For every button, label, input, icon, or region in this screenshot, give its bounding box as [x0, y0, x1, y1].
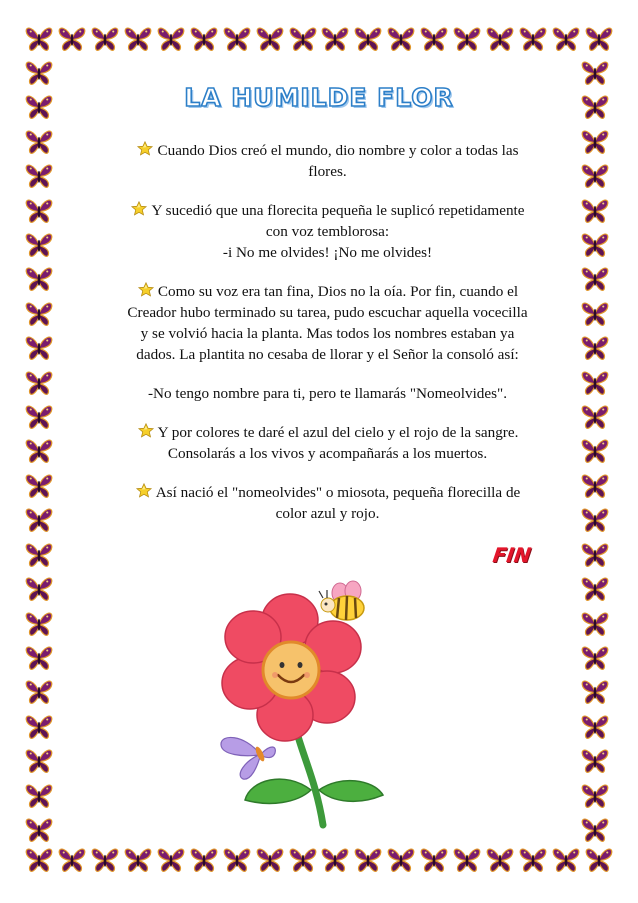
- butterfly-icon: [580, 196, 610, 226]
- butterfly-icon: [452, 845, 482, 875]
- butterfly-border-left: [24, 58, 58, 845]
- butterfly-icon: [419, 845, 449, 875]
- butterfly-icon: [123, 845, 153, 875]
- butterfly-icon: [580, 402, 610, 432]
- line-text: Así nació el "nomeolvides" o miosota, pequeña florecilla de: [155, 484, 521, 501]
- paragraph-line: [100, 344, 555, 365]
- line-text: y se volvió hacia la planta. Mas todos los nombres estaban ya: [140, 325, 515, 342]
- line-text: color azul y rojo.: [275, 505, 380, 522]
- butterfly-icon: [452, 24, 482, 54]
- butterfly-icon: [320, 845, 350, 875]
- story-text: [100, 140, 555, 542]
- butterfly-icon: [288, 24, 318, 54]
- butterfly-icon: [24, 505, 54, 535]
- butterfly-icon: [24, 471, 54, 501]
- butterfly-icon: [255, 24, 285, 54]
- butterfly-icon: [156, 24, 186, 54]
- butterfly-icon: [580, 505, 610, 535]
- paragraph-line: [100, 140, 555, 161]
- paragraph-line: [100, 422, 555, 443]
- paragraph-line: [100, 503, 555, 524]
- butterfly-icon: [288, 845, 318, 875]
- butterfly-icon: [518, 24, 548, 54]
- paragraph: [100, 383, 555, 404]
- paragraph-line: [100, 242, 555, 263]
- butterfly-icon: [551, 24, 581, 54]
- butterfly-icon: [580, 574, 610, 604]
- butterfly-icon: [123, 24, 153, 54]
- butterfly-icon: [580, 815, 610, 845]
- butterfly-icon: [90, 24, 120, 54]
- butterfly-icon: [24, 815, 54, 845]
- butterfly-icon: [580, 471, 610, 501]
- butterfly-icon: [222, 845, 252, 875]
- butterfly-icon: [24, 402, 54, 432]
- butterfly-icon: [584, 24, 614, 54]
- paragraph: [100, 482, 555, 524]
- butterfly-icon: [24, 368, 54, 398]
- butterfly-icon: [580, 712, 610, 742]
- butterfly-icon: [419, 24, 449, 54]
- butterfly-icon: [485, 24, 515, 54]
- star-icon: [136, 141, 154, 156]
- butterfly-icon: [24, 643, 54, 673]
- butterfly-icon: [353, 845, 383, 875]
- butterfly-icon: [580, 161, 610, 191]
- butterfly-icon: [320, 24, 350, 54]
- butterfly-icon: [24, 333, 54, 363]
- butterfly-icon: [255, 845, 285, 875]
- butterfly-icon: [580, 436, 610, 466]
- paragraph: [100, 281, 555, 365]
- star-icon: [130, 201, 148, 216]
- star-icon: [137, 282, 155, 297]
- butterfly-icon: [24, 574, 54, 604]
- butterfly-icon: [24, 127, 54, 157]
- paragraph-line: [100, 161, 555, 182]
- butterfly-icon: [24, 712, 54, 742]
- butterfly-icon: [24, 436, 54, 466]
- butterfly-icon: [57, 845, 87, 875]
- paragraph-line: [100, 200, 555, 221]
- butterfly-icon: [584, 845, 614, 875]
- butterfly-icon: [24, 746, 54, 776]
- line-text: Consolarás a los vivos y acompañarás a los muertos.: [167, 445, 488, 462]
- butterfly-icon: [580, 643, 610, 673]
- butterfly-icon: [24, 264, 54, 294]
- line-text: Cuando Dios creó el mundo, dio nombre y color a todas las: [157, 142, 519, 159]
- butterfly-icon: [156, 845, 186, 875]
- butterfly-icon: [580, 230, 610, 260]
- star-icon: [135, 483, 153, 498]
- butterfly-icon: [221, 737, 275, 779]
- butterfly-icon: [580, 299, 610, 329]
- paragraph-line: [100, 221, 555, 242]
- line-text: Como su voz era tan fina, Dios no la oía. Por fin, cuando el: [157, 283, 519, 300]
- butterfly-icon: [580, 746, 610, 776]
- butterfly-icon: [518, 845, 548, 875]
- butterfly-icon: [24, 161, 54, 191]
- butterfly-icon: [580, 540, 610, 570]
- butterfly-icon: [580, 264, 610, 294]
- paragraph-line: [100, 482, 555, 503]
- butterfly-icon: [580, 368, 610, 398]
- butterfly-icon: [24, 677, 54, 707]
- butterfly-icon: [222, 24, 252, 54]
- butterfly-icon: [90, 845, 120, 875]
- paragraph-line: [100, 323, 555, 344]
- butterfly-icon: [189, 24, 219, 54]
- butterfly-icon: [24, 230, 54, 260]
- paragraph: [100, 140, 555, 182]
- butterfly-icon: [580, 609, 610, 639]
- butterfly-icon: [386, 24, 416, 54]
- bee-icon: [319, 581, 364, 620]
- butterfly-border-top: [24, 24, 614, 58]
- butterfly-icon: [386, 845, 416, 875]
- paragraph-line: [100, 383, 555, 404]
- paragraph-line: [100, 281, 555, 302]
- star-icon: [137, 423, 155, 438]
- butterfly-icon: [24, 540, 54, 570]
- butterfly-icon: [580, 333, 610, 363]
- line-text: -i No me olvides! ¡No me olvides!: [222, 244, 433, 261]
- butterfly-icon: [189, 845, 219, 875]
- line-text: -No tengo nombre para ti, pero te llamarás "Nomeolvides".: [147, 385, 508, 402]
- page-title: LA HUMILDE FLOR: [184, 83, 454, 112]
- butterfly-icon: [24, 24, 54, 54]
- butterfly-icon: [57, 24, 87, 54]
- butterfly-icon: [24, 196, 54, 226]
- butterfly-icon: [24, 845, 54, 875]
- butterfly-icon: [551, 845, 581, 875]
- paragraph-line: [100, 302, 555, 323]
- butterfly-icon: [24, 781, 54, 811]
- butterfly-icon: [580, 127, 610, 157]
- butterfly-icon: [580, 781, 610, 811]
- flower-illustration: [215, 575, 390, 830]
- line-text: Y sucedió que una florecita pequeña le suplicó repetidamente: [151, 202, 525, 219]
- butterfly-border-bottom: [24, 845, 614, 879]
- butterfly-icon: [485, 845, 515, 875]
- butterfly-icon: [580, 677, 610, 707]
- line-text: con voz temblorosa:: [265, 223, 390, 240]
- paragraph-line: [100, 443, 555, 464]
- butterfly-icon: [24, 609, 54, 639]
- butterfly-icon: [24, 299, 54, 329]
- butterfly-icon: [353, 24, 383, 54]
- paragraph: [100, 422, 555, 464]
- paragraph: [100, 200, 555, 263]
- fin-label: FIN: [491, 543, 533, 567]
- line-text: Creador hubo terminado su tarea, pudo escuchar aquella vocecilla: [127, 304, 528, 321]
- line-text: Y por colores te daré el azul del cielo y el rojo de la sangre.: [157, 424, 519, 441]
- line-text: flores.: [308, 163, 347, 180]
- line-text: dados. La plantita no cesaba de llorar y el Señor la consoló así:: [136, 346, 519, 363]
- butterfly-border-right: [580, 58, 614, 845]
